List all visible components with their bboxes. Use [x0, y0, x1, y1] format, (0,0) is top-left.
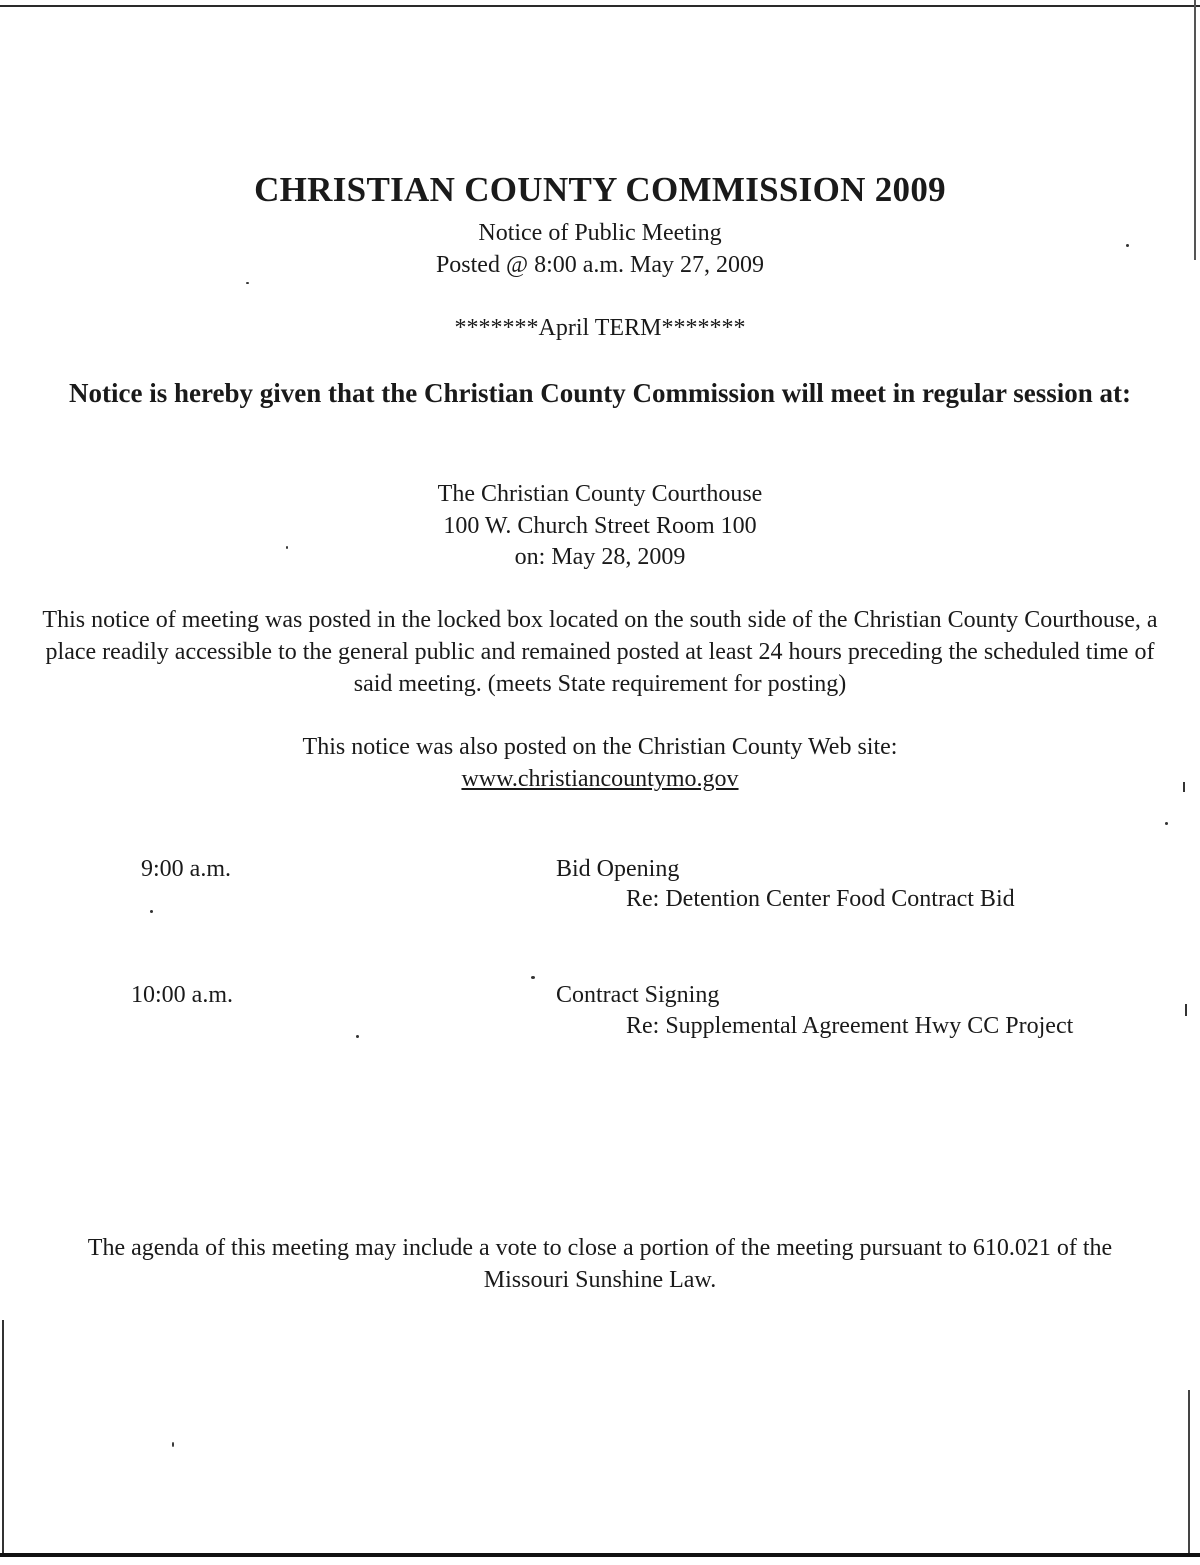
scan-border-left — [2, 1320, 4, 1553]
posting-paragraph: This notice of meeting was posted in the locked box located on the south side of the Christian County Courthouse, a place readily accessible to the general public and remained posted at least 24 hours preceding the scheduled time of said meeting. (meets State requirement for posting) — [42, 607, 1158, 697]
website-link[interactable]: www.christiancountymo.gov — [461, 766, 739, 792]
scan-speck — [246, 282, 249, 284]
notice-statement: Notice is hereby given that the Christian County Commission will meet in regular session at: — [69, 378, 1131, 408]
agenda-item-detail: Re: Detention Center Food Contract Bid — [626, 886, 1015, 912]
web-link-row — [0, 763, 1200, 795]
agenda-item-detail: Re: Supplemental Agreement Hwy CC Project — [626, 1013, 1074, 1039]
agenda-time: 10:00 a.m. — [131, 982, 233, 1008]
scan-border-right-lower — [1188, 1390, 1190, 1553]
scan-speck — [150, 910, 153, 913]
scan-speck — [531, 976, 535, 979]
scan-border-bottom — [0, 1553, 1200, 1557]
scan-speck — [172, 1442, 174, 1447]
closing-statement: The agenda of this meeting may include a vote to close a portion of the meeting pursuant to 610.021 of the Missouri Sunshine Law. — [87, 1235, 1113, 1293]
term-banner: *******April TERM******* — [454, 315, 746, 341]
posted-timestamp: Posted @ 8:00 a.m. May 27, 2009 — [435, 252, 765, 278]
location-address: 100 W. Church Street Room 100 — [443, 513, 757, 539]
meeting-date: on: May 28, 2009 — [514, 544, 686, 570]
scan-speck — [1165, 822, 1168, 825]
scan-speck — [1185, 1004, 1187, 1016]
scan-speck — [356, 1035, 359, 1038]
scan-border-top — [0, 5, 1200, 7]
location-building: The Christian County Courthouse — [437, 481, 763, 507]
web-posting-line: This notice was also posted on the Christian County Web site: — [302, 734, 898, 760]
agenda-item-title: Contract Signing — [556, 982, 720, 1008]
agenda-time: 9:00 a.m. — [141, 856, 231, 882]
agenda-item-title: Bid Opening — [556, 856, 680, 882]
notice-subtitle: Notice of Public Meeting — [478, 220, 722, 246]
page-title: CHRISTIAN COUNTY COMMISSION 2009 — [254, 170, 946, 209]
